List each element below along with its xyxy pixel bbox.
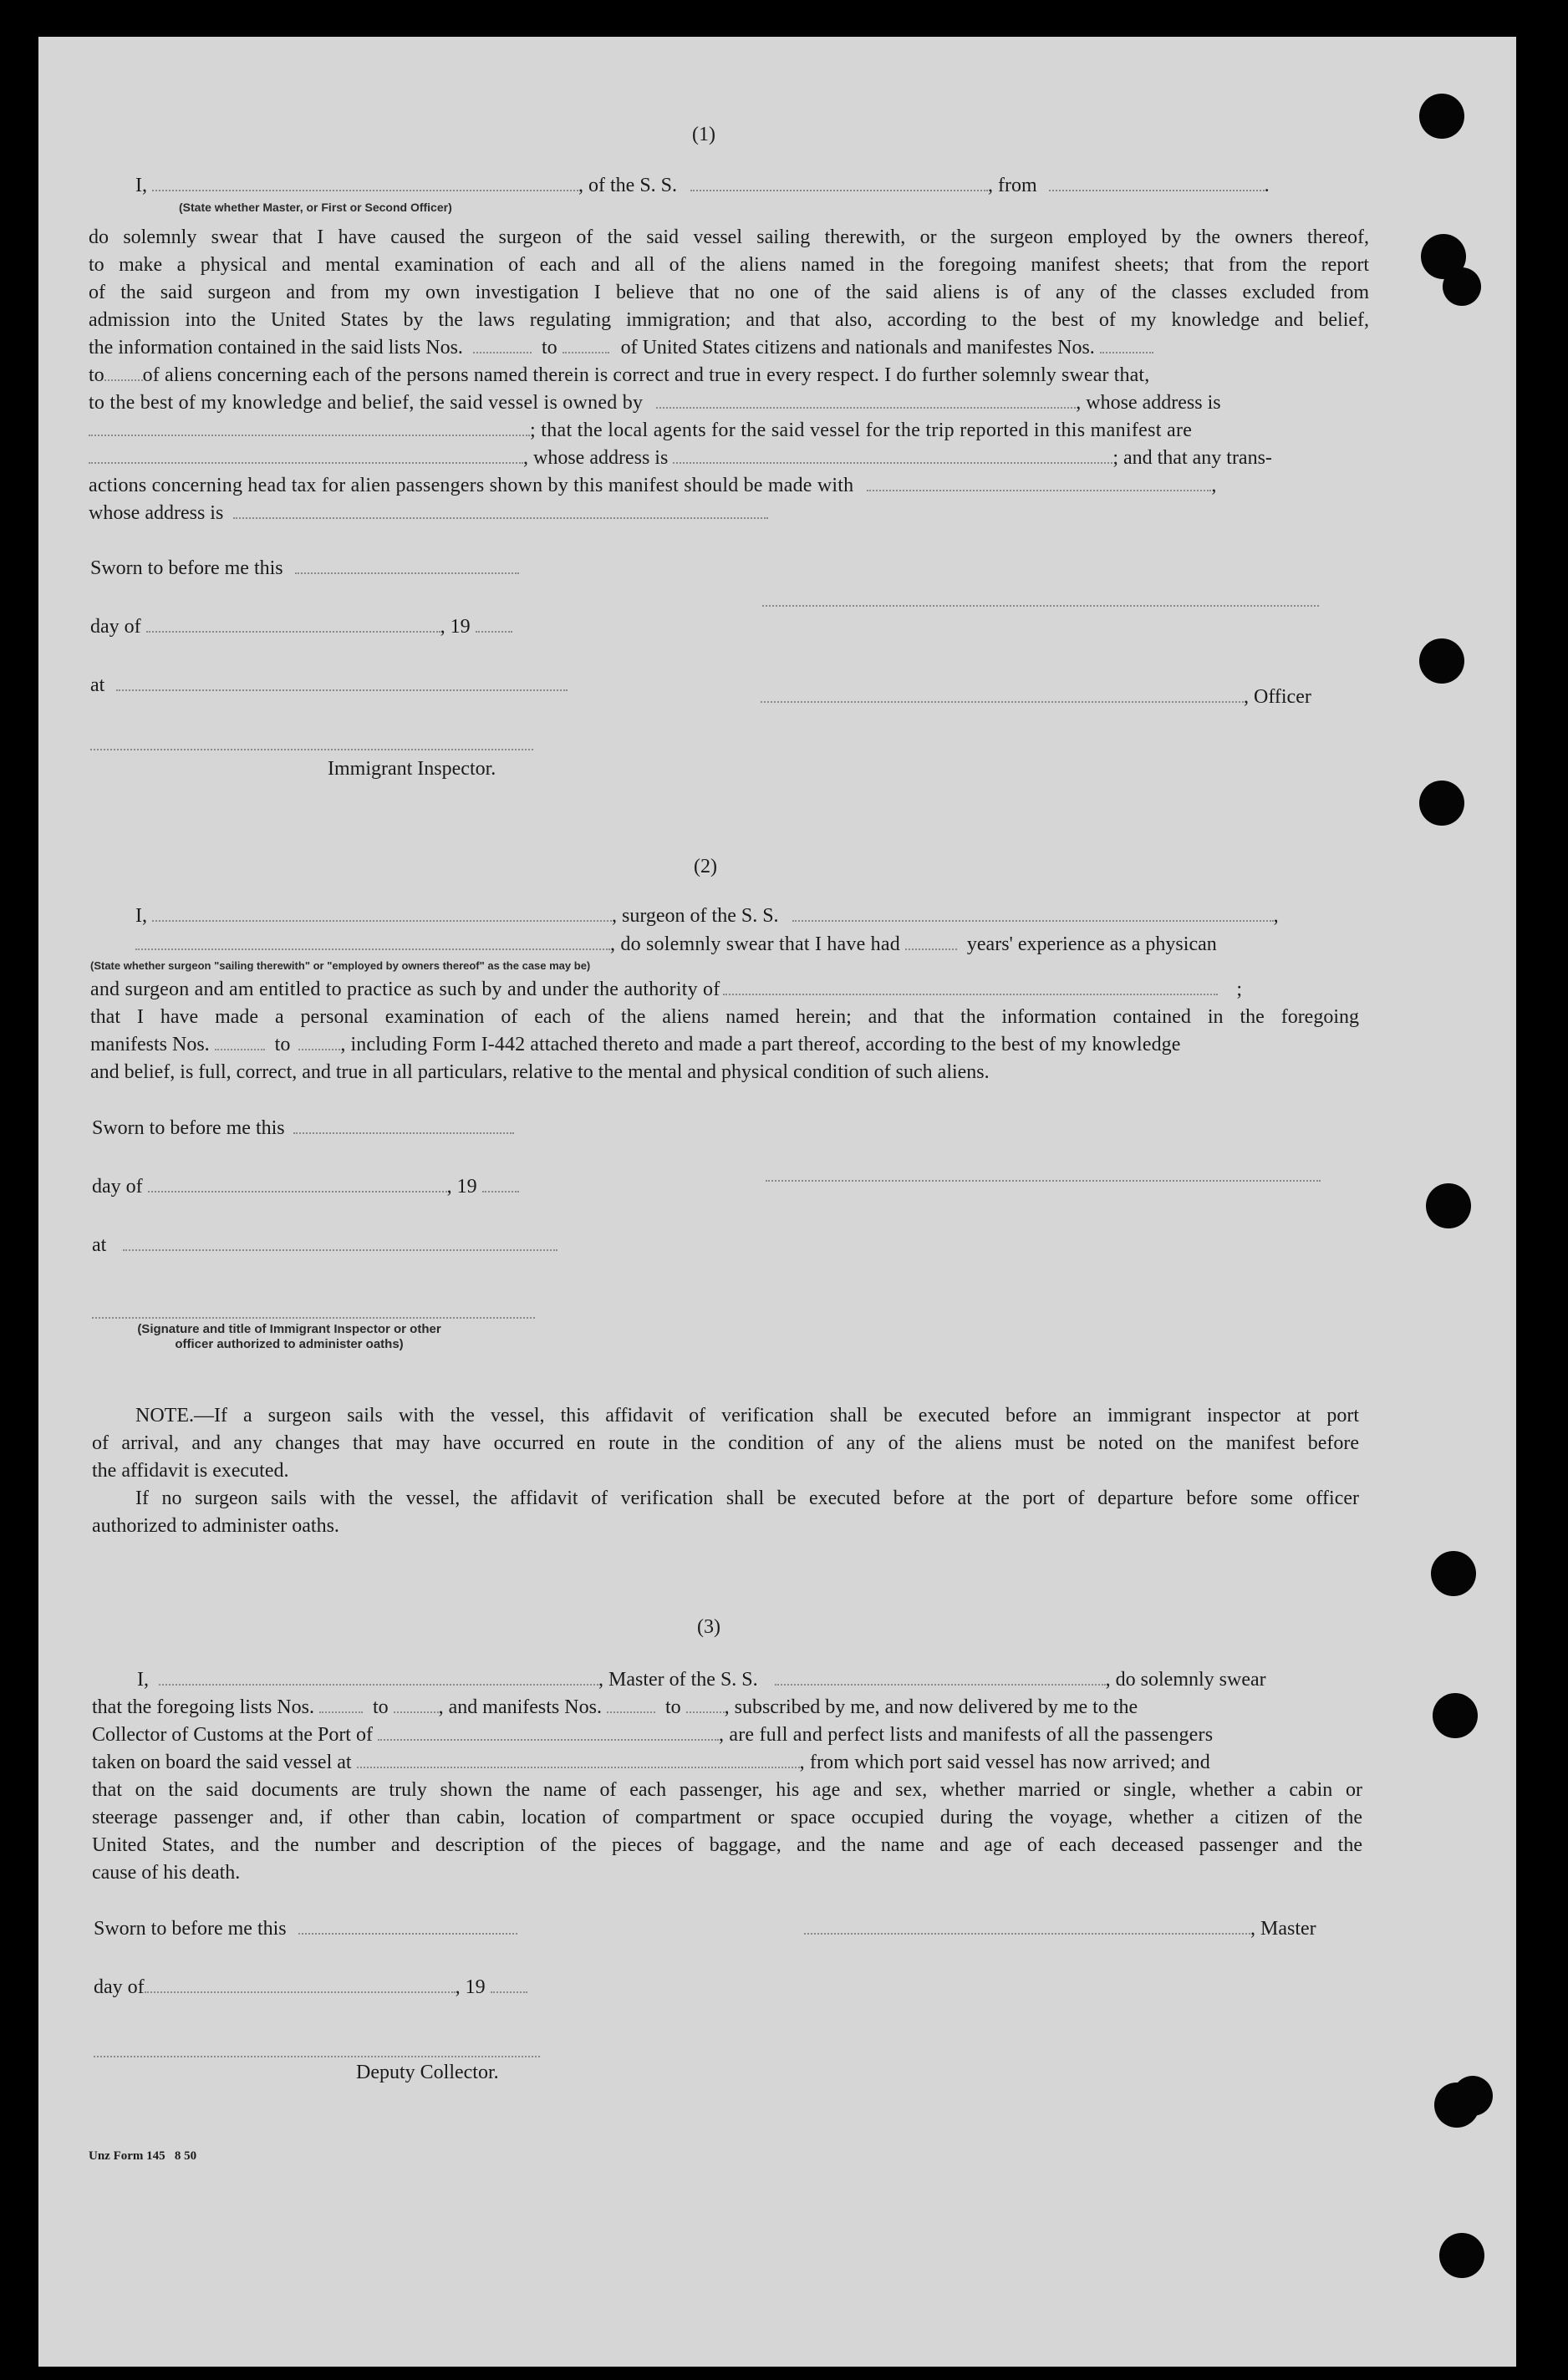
s2-day-of-field[interactable] <box>148 1174 447 1193</box>
s2-years-field[interactable] <box>905 932 957 950</box>
punch-hole <box>1433 1693 1478 1738</box>
s3-port-field[interactable] <box>378 1722 719 1741</box>
form-page <box>38 37 1516 2367</box>
s3-manifests-from-field[interactable] <box>607 1695 655 1713</box>
s1-sworn: Sworn to before me this <box>90 555 519 582</box>
s1-agents-address-field[interactable] <box>673 445 1112 464</box>
s3-line-1: I, , Master of the S. S. , do solemnly swear <box>137 1669 1266 1691</box>
s2-at-field[interactable] <box>123 1233 557 1251</box>
s1-manifests-to-field[interactable] <box>104 363 143 381</box>
s3-taken-at-field[interactable] <box>357 1750 800 1768</box>
s1-year-field[interactable] <box>476 614 512 633</box>
s3-lists-from-field[interactable] <box>319 1695 363 1713</box>
punch-hole <box>1419 94 1464 139</box>
s1-body-line: of the said surgeon and from my own investigation I believe that no one of the said aliens is of any of the classes excluded from <box>89 282 1369 303</box>
section-1-number: (1) <box>692 124 715 145</box>
s2-signature-line[interactable] <box>766 1180 1321 1182</box>
s1-sworn-day-field[interactable] <box>295 556 519 574</box>
s1-of-ss-label: , of the S. S. <box>578 175 678 196</box>
punch-hole <box>1419 781 1464 826</box>
s2-authority-field[interactable] <box>723 977 1218 995</box>
s1-agents-field[interactable] <box>89 445 523 464</box>
s1-head-tax-field[interactable] <box>867 473 1211 491</box>
s2-day-of: day of , 19 <box>92 1173 519 1201</box>
s1-officer-signature-field[interactable] <box>761 684 1244 703</box>
s3-body: that on the said documents are truly shown the name of each passenger, his age and sex, whether married or single, whether a cabin or steerage passenger and, if other than cabin, location of compartment or space occupied during the voyage, whether a citizen of the United States, and the number and description of the pieces of baggage, and the name and age of each deceased passenger and the cause of his death. <box>92 1779 1362 1884</box>
s1-line-6: the information contained in the said lists Nos. to of United States citizens and nationals and manifestes Nos. <box>89 334 1153 362</box>
s1-line-12: whose address is <box>89 500 768 527</box>
s1-at: at <box>90 672 568 699</box>
s1-officer-name-field[interactable] <box>152 173 578 191</box>
punch-hole <box>1439 2233 1484 2278</box>
s3-line-2: that the foregoing lists Nos. to , and manifests Nos. to , subscribed by me, and now delivered by me to the <box>92 1696 1138 1718</box>
s1-line-9: ; that the local agents for the said vessel for the trip reported in this manifest are <box>89 417 1192 445</box>
section-2-number: (2) <box>694 856 717 877</box>
s2-sworn-day-field[interactable] <box>293 1116 514 1134</box>
s3-master-name-field[interactable] <box>159 1667 598 1686</box>
s1-lists-from-field[interactable] <box>473 335 532 353</box>
s1-owner-field[interactable] <box>656 390 1076 409</box>
section-3-number: (3) <box>697 1616 720 1638</box>
s2-line-2: , do solemnly swear that I have had years' experience as a physican <box>135 931 1217 959</box>
s2-line-1: I, , surgeon of the S. S. , <box>135 905 1279 927</box>
s2-surgeon-name-field[interactable] <box>152 903 612 922</box>
s1-body-line: admission into the United States by the laws regulating immigration; and that also, according to the best of my knowledge and belief, <box>89 309 1369 331</box>
s3-line-4: taken on board the said vessel at , from which port said vessel has now arrived; and <box>92 1752 1210 1773</box>
s3-year-field[interactable] <box>491 1975 527 1993</box>
s1-from-label: , from <box>988 175 1037 196</box>
s1-from-field[interactable] <box>1049 173 1265 191</box>
s1-body <box>89 224 1369 334</box>
s1-body-line: to make a physical and mental examination of each and all of the aliens named in the foregoing manifest sheets; that from the report <box>89 254 1369 276</box>
s1-line-1: I, , of the S. S. , from . <box>135 175 1270 196</box>
s2-vessel-field[interactable] <box>792 903 1274 922</box>
s1-manifests-from-field[interactable] <box>1100 335 1153 353</box>
s3-day-of: day of , 19 <box>94 1974 527 2001</box>
s1-inspector-label: Immigrant Inspector. <box>328 758 496 780</box>
s2-surgeon-note: (State whether surgeon "sailing therewith" or "employed by owners thereof" as the case may be) <box>90 959 591 972</box>
s1-at-field[interactable] <box>116 673 568 691</box>
s1-lists-to-field[interactable] <box>563 335 609 353</box>
s1-signature-line[interactable] <box>762 605 1319 607</box>
s3-vessel-field[interactable] <box>775 1667 1106 1686</box>
punch-hole <box>1419 638 1464 684</box>
s3-lists-to-field[interactable] <box>394 1695 439 1713</box>
s2-line-6: and belief, is full, correct, and true in all particulars, relative to the mental and physical condition of such aliens. <box>90 1061 990 1083</box>
s1-inspector-signature-line[interactable] <box>90 749 533 750</box>
s1-line-7: to of aliens concerning each of the persons named therein is correct and true in every respect. I do further solemnly swear that, <box>89 364 1150 386</box>
s3-sworn-day-field[interactable] <box>298 1916 517 1935</box>
form-number: Unz Form 145 8 50 <box>89 2149 197 2163</box>
s2-manifests-to-field[interactable] <box>298 1032 340 1050</box>
s1-owner-address-field[interactable] <box>89 418 530 436</box>
s1-day-of-field[interactable] <box>146 614 440 633</box>
s3-collector-signature-line[interactable] <box>94 2056 540 2057</box>
punch-hole <box>1431 1551 1476 1596</box>
s1-body-line: do solemnly swear that I have caused the surgeon of the said vessel sailing therewith, or the surgeon employed by the owners thereof, <box>89 226 1369 248</box>
s2-note: NOTE.—If a surgeon sails with the vessel, this affidavit of verification shall be executed before an immigrant inspector at port of arrival, and any changes that may have occurred en route in the condition of any of the aliens must be noted on the manifest before the affidavit is executed. If no surgeon sails with the vessel, the affidavit of verification shall be executed before at the port of departure before some officer authorized to administer oaths. <box>92 1405 1359 1537</box>
s2-line-4: that I have made a personal examination of each of the aliens named herein; and that the information contained in the foregoing <box>90 1006 1359 1028</box>
s2-surgeon-type-field[interactable] <box>135 932 610 950</box>
s1-line-10: , whose address is ; and that any trans- <box>89 445 1272 472</box>
s3-sworn: Sworn to before me this <box>94 1915 517 1943</box>
s1-day-of: day of , 19 <box>90 613 512 641</box>
punch-hole <box>1426 1183 1471 1228</box>
s3-manifests-to-field[interactable] <box>686 1695 725 1713</box>
s1-officer-note: (State whether Master, or First or Second Officer) <box>179 201 452 214</box>
s1-vessel-field[interactable] <box>690 173 988 191</box>
s1-i-label: I, <box>135 175 147 196</box>
s2-sworn: Sworn to before me this <box>92 1115 514 1142</box>
s3-line-3: Collector of Customs at the Port of , are full and perfect lists and manifests of all the passengers <box>92 1724 1214 1746</box>
s1-line-11: actions concerning head tax for alien passengers shown by this manifest should be made with , <box>89 475 1217 496</box>
s1-head-tax-address-field[interactable] <box>233 501 768 519</box>
s1-line-8: to the best of my knowledge and belief, the said vessel is owned by , whose address is <box>89 392 1221 414</box>
s3-deputy-label: Deputy Collector. <box>356 2062 499 2083</box>
s2-line-5: manifests Nos. to , including Form I-442 attached thereto and made a part thereof, according to the best of my knowledge <box>90 1034 1181 1055</box>
s1-officer-sig: , Officer <box>761 684 1311 711</box>
punch-hole <box>1453 2076 1493 2116</box>
s3-master-sig: , Master <box>804 1915 1316 1943</box>
s2-manifests-from-field[interactable] <box>215 1032 265 1050</box>
s2-inspector-signature-line[interactable] <box>92 1317 535 1319</box>
s2-at: at <box>92 1232 557 1259</box>
s2-signature-note: (Signature and title of Immigrant Inspector or other officer authorized to administer oaths) <box>137 1322 441 1351</box>
s3-master-signature-field[interactable] <box>804 1916 1250 1935</box>
punch-hole <box>1443 267 1481 306</box>
s3-day-of-field[interactable] <box>145 1975 456 1993</box>
s2-year-field[interactable] <box>482 1174 519 1193</box>
s2-line-3: and surgeon and am entitled to practice as such by and under the authority of ; <box>90 979 1243 1000</box>
